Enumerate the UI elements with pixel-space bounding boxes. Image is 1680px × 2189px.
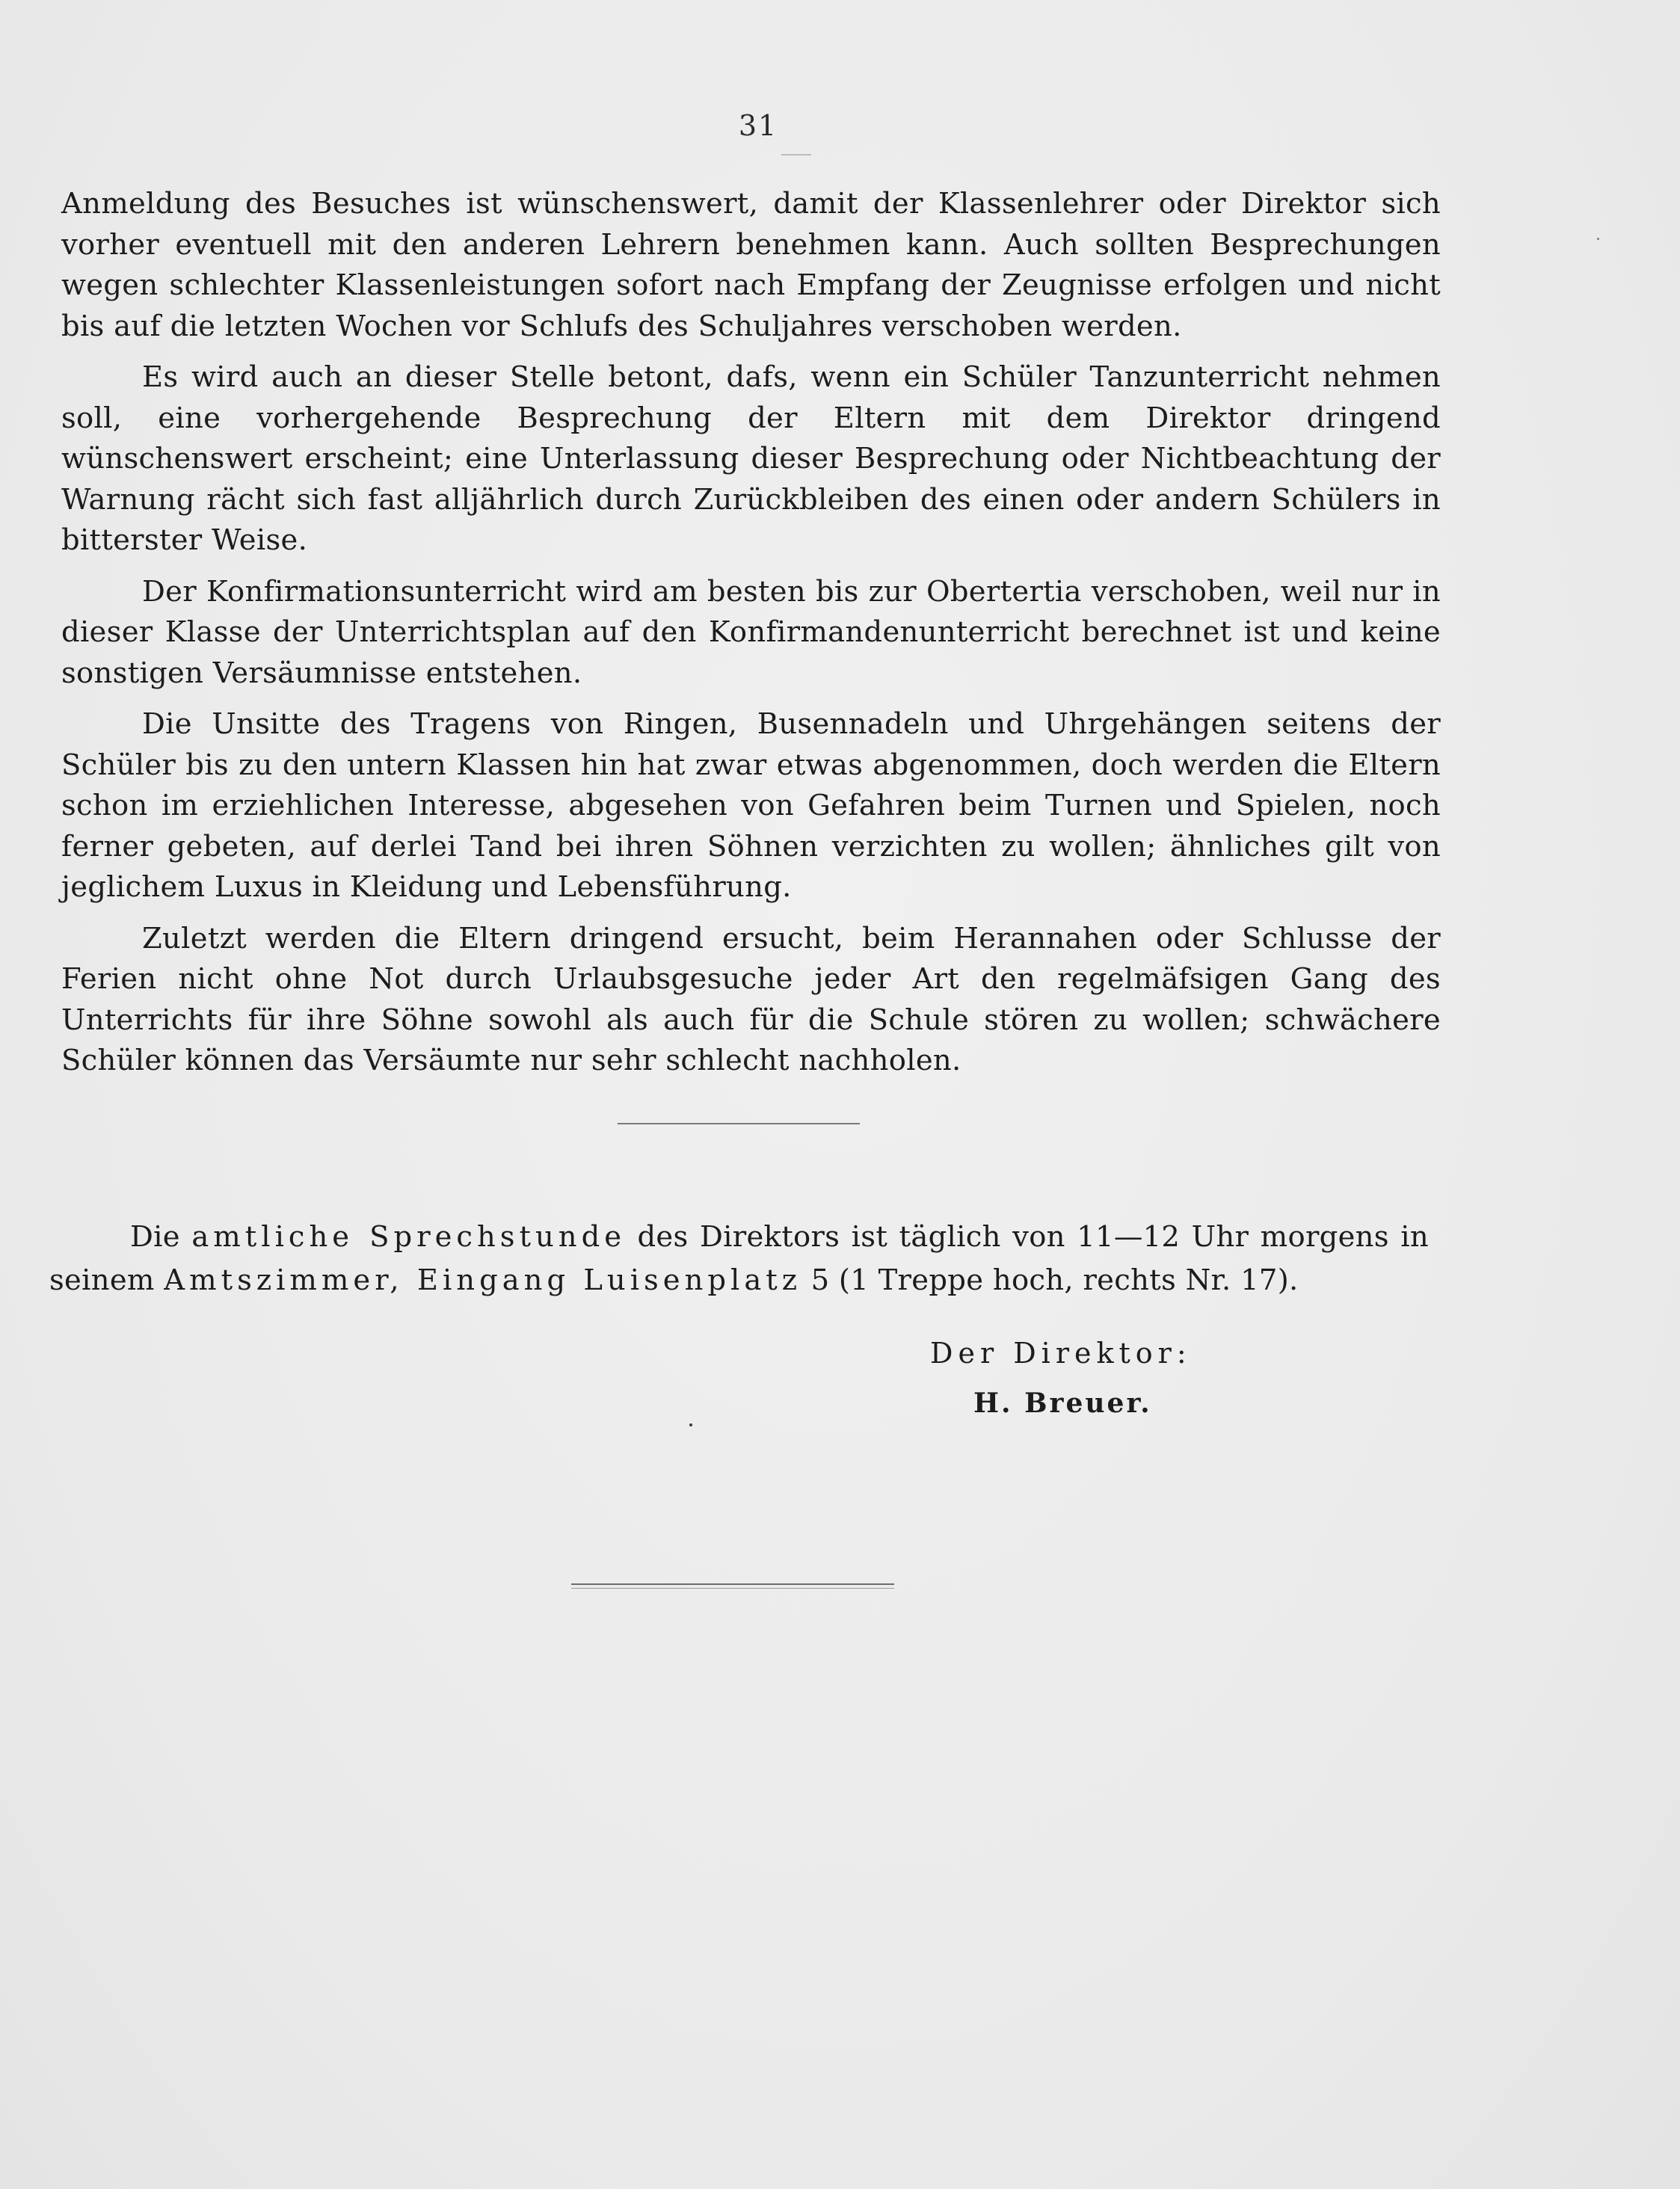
signature-name: H. Breuer.	[973, 1388, 1152, 1419]
paragraph-visit-registration: Anmeldung des Besuches ist wünschenswert, damit der Klassenlehrer oder Direktor sich vorher eventuell mit den anderen Lehrern benehmen kann. Auch sollten Besprechungen wegen schlechter Klassenleistungen sofort nach Empfang der Zeugnisse erfolgen und nicht bis auf die letzten Wochen vor Schlufs des Schuljahres verschoben werden.	[61, 187, 1441, 343]
notice-spaced-office-hours: amtliche Sprechstunde	[191, 1220, 626, 1254]
closing-rule-top	[571, 1583, 894, 1585]
office-hours-notice	[49, 1216, 1429, 1302]
print-speck	[1597, 238, 1599, 240]
notice-spaced-office-location: Amtszimmer, Eingang Luisenplatz	[164, 1263, 802, 1297]
page-number: 31	[738, 109, 778, 142]
notice-text-3: 5 (1 Treppe hoch, rechts Nr. 17).	[801, 1263, 1299, 1297]
paragraph-dance-lessons: Es wird auch an dieser Stelle betont, dafs, wenn ein Schüler Tanzunterricht nehmen soll, eine vorhergehende Besprechung der Eltern mit dem Direktor dringend wünschenswert erscheint; eine Unterlassung dieser Besprechung oder Nichtbeachtung der Warnung rächt sich fast alljährlich durch Zurückbleiben des einen oder andern Schülers in bitterster Weise.	[61, 360, 1441, 557]
notice-text-2: des Direktors ist täglich von 11—12 Uhr morgens in seinem	[49, 1220, 1429, 1297]
page-number-rule	[781, 154, 811, 156]
print-speck	[689, 1423, 692, 1426]
body-text	[61, 184, 1441, 1092]
notice-text-1: Die	[130, 1220, 192, 1254]
section-divider	[618, 1123, 860, 1124]
paragraph-jewelry-habit: Die Unsitte des Tragens von Ringen, Busennadeln und Uhrgehängen seitens der Schüler bis zu den untern Klassen hin hat zwar etwas abgenommen, doch werden die Eltern schon im erziehlichen Interesse, abgesehen von Gefahren beim Turnen und Spielen, noch ferner gebeten, auf derlei Tand bei ihren Söhnen verzichten zu wollen; ähnliches gilt von jeglichem Luxus in Kleidung und Lebensführung.	[61, 707, 1441, 904]
closing-rule-bottom	[571, 1588, 894, 1589]
paragraph-confirmation-classes: Der Konfirmationsunterricht wird am besten bis zur Obertertia verschoben, weil nur in dieser Klasse der Unterrichtsplan auf den Konfirmandenunterricht berechnet ist und keine sonstigen Versäumnisse entstehen.	[61, 574, 1441, 690]
signature-title: Der Direktor:	[930, 1337, 1192, 1370]
paragraph-holiday-leave: Zuletzt werden die Eltern dringend ersucht, beim Herannahen oder Schlusse der Ferien nicht ohne Not durch Urlaubsgesuche jeder Art den regelmäfsigen Gang des Unterrichts für ihre Söhne sowohl als auch für die Schule stören zu wollen; schwächere Schüler können das Versäumte nur sehr schlecht nachholen.	[61, 921, 1441, 1077]
